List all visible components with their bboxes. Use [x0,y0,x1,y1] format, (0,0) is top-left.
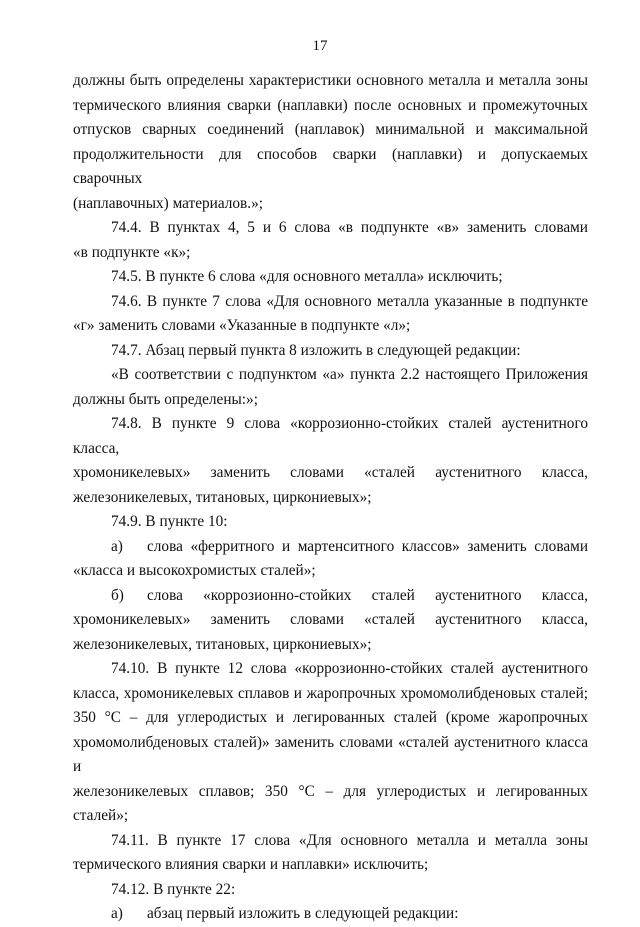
paragraph-74-7: 74.7. Абзац первый пункта 8 изложить в следующей редакции: [111,341,521,359]
paragraph-74-12: 74.12. В пункте 22: [111,880,236,898]
text-line: железоникелевых, титановых, циркониевых»; [73,635,372,653]
list-item-text: слова «коррозионно-стойких сталей аустенитного класса, [147,586,588,604]
list-item-b [73,584,588,609]
text-line: термического влияния сварки (наплавки) после основных и промежуточных [73,96,588,114]
paragraph-74-10: 74.10. В пункте 12 слова «коррозионно-стойких сталей аустенитного [111,660,588,677]
text-line: продолжительности для способов сварки (наплавки) и допускаемых сварочных [73,145,588,187]
paragraph-74-11: 74.11. В пункте 17 слова «Для основного металла и металла зоны [111,831,588,849]
paragraph-74-8: 74.8. В пункте 9 слова «коррозионно-стойких сталей аустенитного класса, [73,415,588,457]
list-item-a [73,902,588,927]
text-line: «класса и высокохромистых сталей»; [73,562,316,579]
list-marker: а) [111,905,123,922]
list-item-text: абзац первый изложить в следующей редакции: [147,905,459,922]
list-item-text: слова «ферритного и мартенситного классов» заменить словами [147,537,588,555]
text-line: должны быть определены:»; [73,390,258,408]
paragraph-74-4: 74.4. В пунктах 4, 5 и 6 слова «в подпункте «в» заменить словами [111,219,588,236]
text-line: термического влияния сварки и наплавки» исключить; [73,856,429,873]
text-line: хромоникелевых» заменить словами «сталей аустенитного класса, [73,464,588,481]
quoted-paragraph: «В соответствии с подпунктом «а» пункта 2.2 настоящего Приложения [111,366,588,383]
text-line: «в подпункте «к»; [73,243,191,261]
list-marker: а) [111,537,123,555]
list-marker: б) [111,586,124,604]
list-item-a [73,535,588,560]
text-line: отпусков сварных соединений (наплавок) минимальной и максимальной [73,121,588,138]
paragraph-74-6: 74.6. В пункте 7 слова «Для основного металла указанные в подпункте [111,292,588,310]
text-line: 350 °С – для углеродистых и легированных сталей (кроме жаропрочных [73,709,588,726]
page-number: 17 [312,38,328,54]
text-line: «г» заменить словами «Указанные в подпункте «л»; [73,317,411,334]
paragraph-74-5: 74.5. В пункте 6 слова «для основного металла» исключить; [111,268,503,285]
text-line: (наплавочных) материалов.»; [73,194,264,212]
text-line: класса, хромоникелевых сплавов и жаропрочных хромомолибденовых сталей; [73,684,588,702]
text-line: хромоникелевых» заменить словами «сталей аустенитного класса, [73,611,588,628]
text-line: должны быть определены характеристики основного металла и металла зоны [73,72,588,89]
paragraph-74-9: 74.9. В пункте 10: [111,513,228,530]
text-line: хромомолибденовых сталей)» заменить словами «сталей аустенитного класса и [73,733,588,775]
document-body [73,69,588,927]
text-line: железоникелевых, титановых, циркониевых»; [73,488,372,506]
text-line: железоникелевых сплавов; 350 °С – для углеродистых и легированных сталей»; [73,782,588,824]
